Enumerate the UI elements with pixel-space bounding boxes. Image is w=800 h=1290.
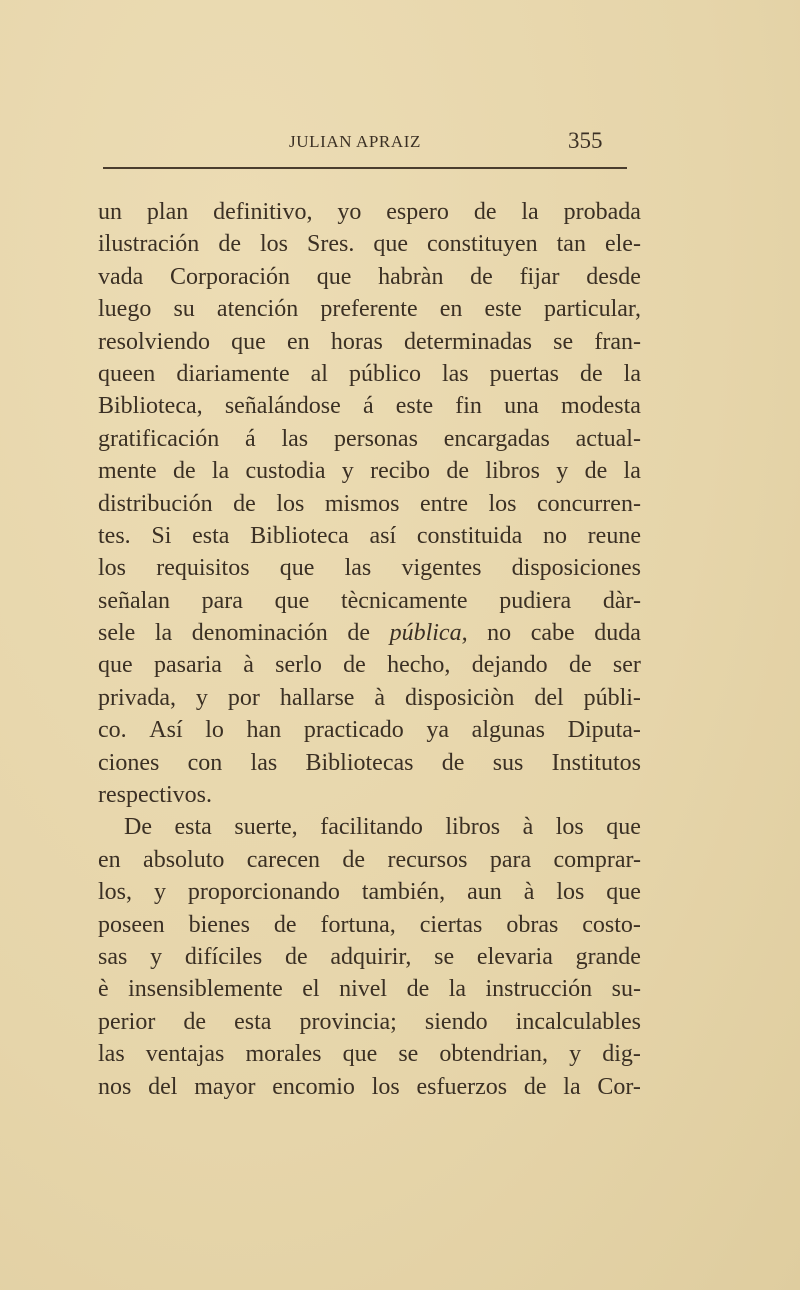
word: obtendrian, (439, 1041, 549, 1068)
word: Cor- (597, 1073, 641, 1100)
word: han (246, 717, 282, 744)
text-line (98, 520, 641, 552)
word: Corporación (170, 263, 291, 290)
word: los (98, 555, 127, 582)
word: actual- (575, 425, 641, 452)
word: recibo (370, 458, 431, 485)
word: mismos (324, 490, 400, 517)
word: de (233, 490, 256, 517)
word: de (446, 458, 470, 485)
word: público (348, 360, 421, 387)
word: las (441, 360, 469, 387)
text-line (98, 488, 641, 520)
word: ventajas (145, 1041, 225, 1068)
word: mente (98, 458, 157, 485)
word: particular, (543, 296, 641, 323)
word: el (302, 976, 320, 1003)
word: se (553, 328, 574, 355)
word: para (489, 846, 532, 873)
word: gratificación (98, 425, 220, 452)
word: al (310, 360, 328, 387)
word: elevaria (476, 943, 553, 970)
word: las (98, 1041, 125, 1068)
word: desde (586, 263, 641, 290)
text-line (98, 682, 641, 714)
text-line (98, 844, 641, 876)
word: que (274, 587, 310, 614)
text-line (98, 617, 641, 649)
word: la (154, 620, 173, 647)
word: dig- (602, 1041, 641, 1068)
word: la (623, 360, 641, 387)
word: entre (420, 490, 468, 517)
word: sas (98, 943, 128, 970)
word: distribución (98, 490, 213, 517)
word: privada, (98, 684, 176, 711)
word: un (98, 199, 122, 225)
word: morales (245, 1041, 322, 1068)
word: constituida (416, 522, 523, 549)
word: recursos (387, 846, 468, 873)
word: difíciles (184, 943, 263, 970)
word: no (542, 522, 567, 549)
word: libros (485, 458, 540, 485)
word: preferente (320, 296, 418, 323)
text-line (98, 293, 641, 325)
word: habràn (378, 263, 444, 290)
text-line (98, 552, 641, 584)
word: del (534, 684, 564, 711)
word: perior (98, 1008, 156, 1035)
word: luego (98, 296, 152, 323)
word: de (523, 1073, 547, 1100)
word: los (555, 814, 584, 841)
word: personas (333, 425, 418, 452)
word: cabe (530, 620, 575, 647)
word: à (523, 879, 535, 906)
word: que (316, 263, 352, 290)
text-line (98, 649, 641, 681)
word: vada (98, 263, 144, 290)
word: grande (575, 943, 641, 970)
word: que (231, 328, 266, 355)
header-rule (103, 167, 627, 169)
word: de (347, 620, 370, 647)
word: no (487, 620, 512, 647)
running-head-author: JULIAN APRAIZ (289, 132, 421, 151)
word: disposiciones (511, 555, 641, 582)
word: que (373, 231, 408, 258)
word: dejando (471, 652, 548, 679)
word: de (218, 231, 241, 258)
word: con (187, 749, 223, 776)
word: disposiciòn (405, 684, 515, 711)
word: modesta (560, 393, 641, 420)
word: suerte, (234, 814, 298, 841)
word: serlo (275, 652, 322, 679)
word: determinadas (404, 328, 532, 355)
word: esta (174, 814, 212, 841)
word: se (434, 943, 455, 970)
word: y (569, 1041, 582, 1068)
page-number: 355 (568, 128, 603, 153)
word: concurren- (537, 490, 641, 517)
text-line (98, 941, 641, 973)
word: diariamente (176, 360, 290, 387)
word: que (279, 555, 315, 582)
word: pasaria (153, 652, 222, 679)
word: obras (506, 911, 559, 938)
word: la (623, 458, 641, 485)
text-line (98, 196, 641, 228)
word: ser (612, 652, 641, 679)
word: fortuna, (320, 911, 396, 938)
text-line-paragraph-start (98, 811, 641, 843)
text-line (98, 423, 641, 455)
text-line (98, 747, 641, 779)
body-text (98, 196, 641, 1103)
word: aun (467, 879, 502, 906)
word: los (259, 231, 288, 258)
word: la (521, 199, 539, 225)
text-line (98, 876, 641, 908)
word: definitivo, (213, 199, 313, 225)
word: carecen (246, 846, 321, 873)
word: así (369, 522, 397, 549)
word: señalan (98, 587, 170, 614)
word: de (441, 749, 465, 776)
word: respectivos. (98, 782, 212, 809)
word: Si (151, 522, 172, 549)
word: Biblioteca (250, 522, 349, 549)
word: y (195, 684, 208, 711)
word: de (580, 360, 603, 387)
word: è (98, 976, 109, 1003)
word: que (342, 1041, 378, 1068)
word: encargadas (443, 425, 550, 452)
word: de (273, 911, 297, 938)
word: mayor (194, 1073, 256, 1100)
text-line (98, 1038, 641, 1070)
word: y (556, 458, 569, 485)
word: se (398, 1041, 419, 1068)
word: Bibliotecas (305, 749, 414, 776)
word: los (371, 1073, 400, 1100)
word: los, (98, 879, 133, 906)
word: de (584, 458, 608, 485)
word: proporcionando (187, 879, 340, 906)
word: los (556, 879, 585, 906)
word: fin (455, 393, 482, 420)
word: los (488, 490, 517, 517)
word: esfuerzos (416, 1073, 508, 1100)
word: las (281, 425, 309, 452)
text-line (98, 228, 641, 260)
word: nos (98, 1073, 132, 1100)
word: constituyen (426, 231, 538, 258)
word: de (473, 199, 497, 225)
word: siendo (424, 1008, 488, 1035)
word: que (606, 814, 641, 841)
word: los (276, 490, 305, 517)
word: costo- (582, 911, 641, 938)
running-head (0, 128, 800, 158)
text-line (98, 261, 641, 293)
text-line (98, 455, 641, 487)
word: fijar (519, 263, 560, 290)
word: dàr- (602, 587, 641, 614)
word: bienes (188, 911, 250, 938)
text-line (98, 390, 641, 422)
word: de (172, 458, 196, 485)
word: comprar- (553, 846, 641, 873)
word: esta (192, 522, 230, 549)
word: este (484, 296, 522, 323)
word: hecho, (387, 652, 451, 679)
word: vigentes (401, 555, 482, 582)
word: ele- (604, 231, 641, 258)
word: hallarse (279, 684, 355, 711)
text-line (98, 326, 641, 358)
word: reune (587, 522, 641, 549)
word: las (250, 749, 278, 776)
word: custodia (245, 458, 326, 485)
word: lo (205, 717, 224, 744)
word: su (173, 296, 195, 323)
word: públi- (583, 684, 641, 711)
text-line (98, 585, 641, 617)
word: resolviendo (98, 328, 210, 355)
text-line (98, 1006, 641, 1038)
italic-word: pública, (389, 620, 468, 647)
word: en (287, 328, 310, 355)
word: libros (445, 814, 501, 841)
word: probada (563, 199, 641, 225)
word: requisitos (156, 555, 250, 582)
word: de (343, 652, 366, 679)
word: de (470, 263, 493, 290)
word: encomio (272, 1073, 355, 1100)
word: de (183, 1008, 207, 1035)
word: plan (146, 199, 189, 225)
word: à (522, 814, 534, 841)
word: á (245, 425, 256, 452)
word: también, (361, 879, 446, 906)
word: tes. (98, 522, 131, 549)
word: de (406, 976, 430, 1003)
word: y (150, 943, 163, 970)
word: horas (330, 328, 383, 355)
word: Sres. (306, 231, 355, 258)
word: de (284, 943, 308, 970)
word: señalándose (224, 393, 341, 420)
word: una (504, 393, 539, 420)
word: tècnicamente (340, 587, 468, 614)
word: absoluto (143, 846, 225, 873)
word: para (201, 587, 243, 614)
word: duda (594, 620, 641, 647)
word: su- (611, 976, 641, 1003)
word: de (342, 846, 366, 873)
word: este (395, 393, 434, 420)
word: algunas (471, 717, 545, 744)
text-line (98, 1071, 641, 1103)
word: adquirir, (330, 943, 412, 970)
word: de (568, 652, 592, 679)
word: pudiera (499, 587, 572, 614)
word: fran- (594, 328, 641, 355)
word: facilitando (320, 814, 423, 841)
word: por (227, 684, 260, 711)
word: nivel (339, 976, 388, 1003)
word: atención (216, 296, 299, 323)
word: la (448, 976, 467, 1003)
word: Así (149, 717, 183, 744)
word: tan (556, 231, 586, 258)
word: denominación (191, 620, 328, 647)
word: sele (98, 620, 136, 647)
word: en (98, 846, 121, 873)
word: la (563, 1073, 581, 1100)
word: Biblioteca, (98, 393, 203, 420)
word: à (243, 652, 254, 679)
word: Diputa- (567, 717, 641, 744)
word: Institutos (551, 749, 641, 776)
word: esta (234, 1008, 272, 1035)
word: practicado (303, 717, 404, 744)
word: provincia; (299, 1008, 397, 1035)
word: la (211, 458, 230, 485)
word: yo (337, 199, 362, 225)
text-line (98, 973, 641, 1005)
word: que (606, 879, 641, 906)
word: poseen (98, 911, 165, 938)
word: y (153, 879, 166, 906)
text-line (98, 358, 641, 390)
word: que (98, 652, 133, 679)
text-line (98, 714, 641, 746)
word: queen (98, 360, 156, 387)
word: co. (98, 717, 127, 744)
word: insensiblemente (128, 976, 283, 1003)
word: en (439, 296, 463, 323)
word: De (124, 814, 152, 841)
text-line-paragraph-end (98, 779, 641, 811)
word: sus (492, 749, 524, 776)
word: del (148, 1073, 178, 1100)
word: á (362, 393, 374, 420)
word: ciertas (419, 911, 483, 938)
word: à (374, 684, 386, 711)
word: ciones (98, 749, 160, 776)
text-line (98, 909, 641, 941)
word: puertas (489, 360, 559, 387)
word: las (344, 555, 372, 582)
word: y (341, 458, 354, 485)
word: ilustración (98, 231, 200, 258)
word: espero (386, 199, 449, 225)
word: ya (426, 717, 450, 744)
word: instrucción (485, 976, 593, 1003)
word: incalculables (515, 1008, 641, 1035)
